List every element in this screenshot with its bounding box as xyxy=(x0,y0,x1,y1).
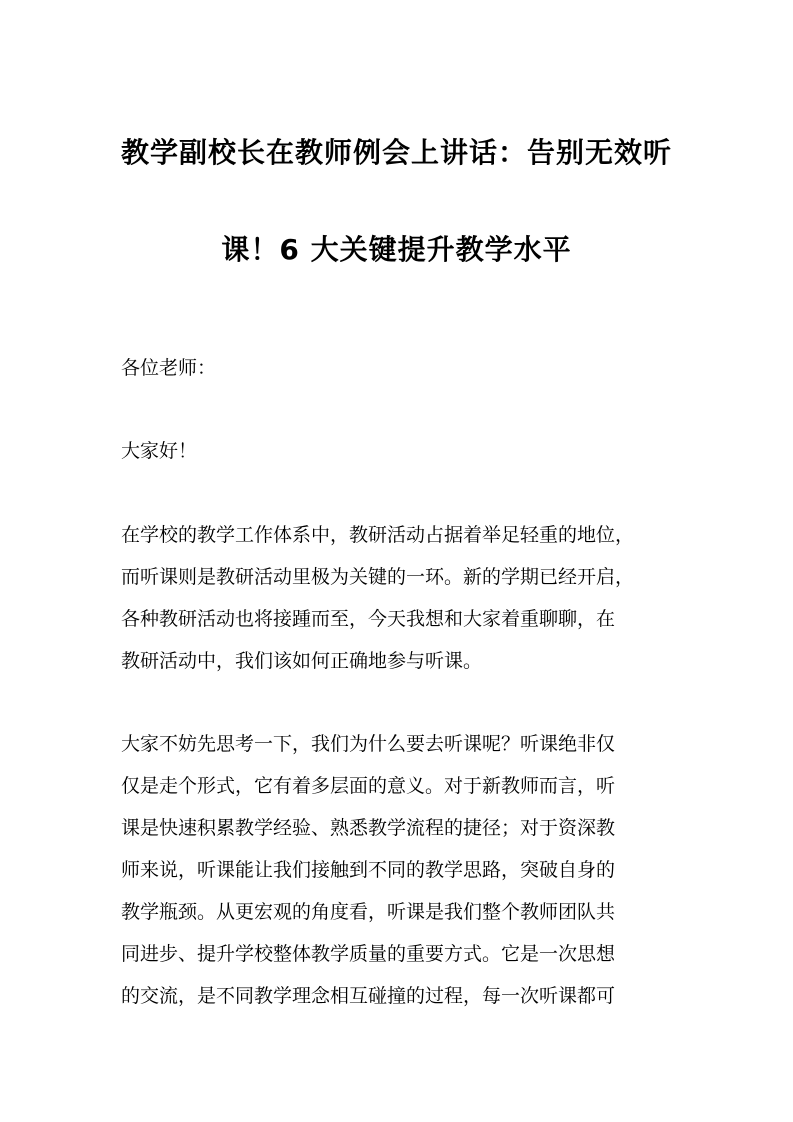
paragraph-line: 师来说，听课能让我们接触到不同的教学思路，突破自身的 xyxy=(121,859,616,881)
salutation xyxy=(121,347,681,389)
paragraph-2 xyxy=(121,723,681,1017)
document-title-line-1: 教学副校长在教师例会上讲话：告别无效听 xyxy=(120,136,672,169)
paragraph-line: 各种教研活动也将接踵而至，今天我想和大家着重聊聊，在 xyxy=(121,608,616,630)
paragraph-line: 而听课则是教研活动里极为关键的一环。新的学期已经开启， xyxy=(121,566,635,588)
paragraph-line: 同进步、提升学校整体教学质量的重要方式。它是一次思想 xyxy=(121,943,616,965)
salutation-text: 各位老师： xyxy=(121,357,217,379)
greeting xyxy=(121,430,681,472)
paragraph-line: 课是快速积累教学经验、熟悉教学流程的捷径；对于资深教 xyxy=(121,817,616,839)
document-title-line-2: 课！6 大关键提升教学水平 xyxy=(221,233,572,266)
paragraph-line: 在学校的教学工作体系中，教研活动占据着举足轻重的地位， xyxy=(121,524,635,546)
greeting-text: 大家好！ xyxy=(121,440,198,462)
paragraph-line: 仅是走个形式，它有着多层面的意义。对于新教师而言，听 xyxy=(121,775,616,797)
paragraph-line: 大家不妨先思考一下，我们为什么要去听课呢？听课绝非仅 xyxy=(121,733,616,755)
paragraph-line: 教研活动中，我们该如何正确地参与听课。 xyxy=(121,650,483,672)
paragraph-line: 的交流，是不同教学理念相互碰撞的过程，每一次听课都可 xyxy=(121,985,616,1007)
paragraph-1 xyxy=(121,514,681,682)
paragraph-line: 教学瓶颈。从更宏观的角度看，听课是我们整个教师团队共 xyxy=(121,901,616,923)
